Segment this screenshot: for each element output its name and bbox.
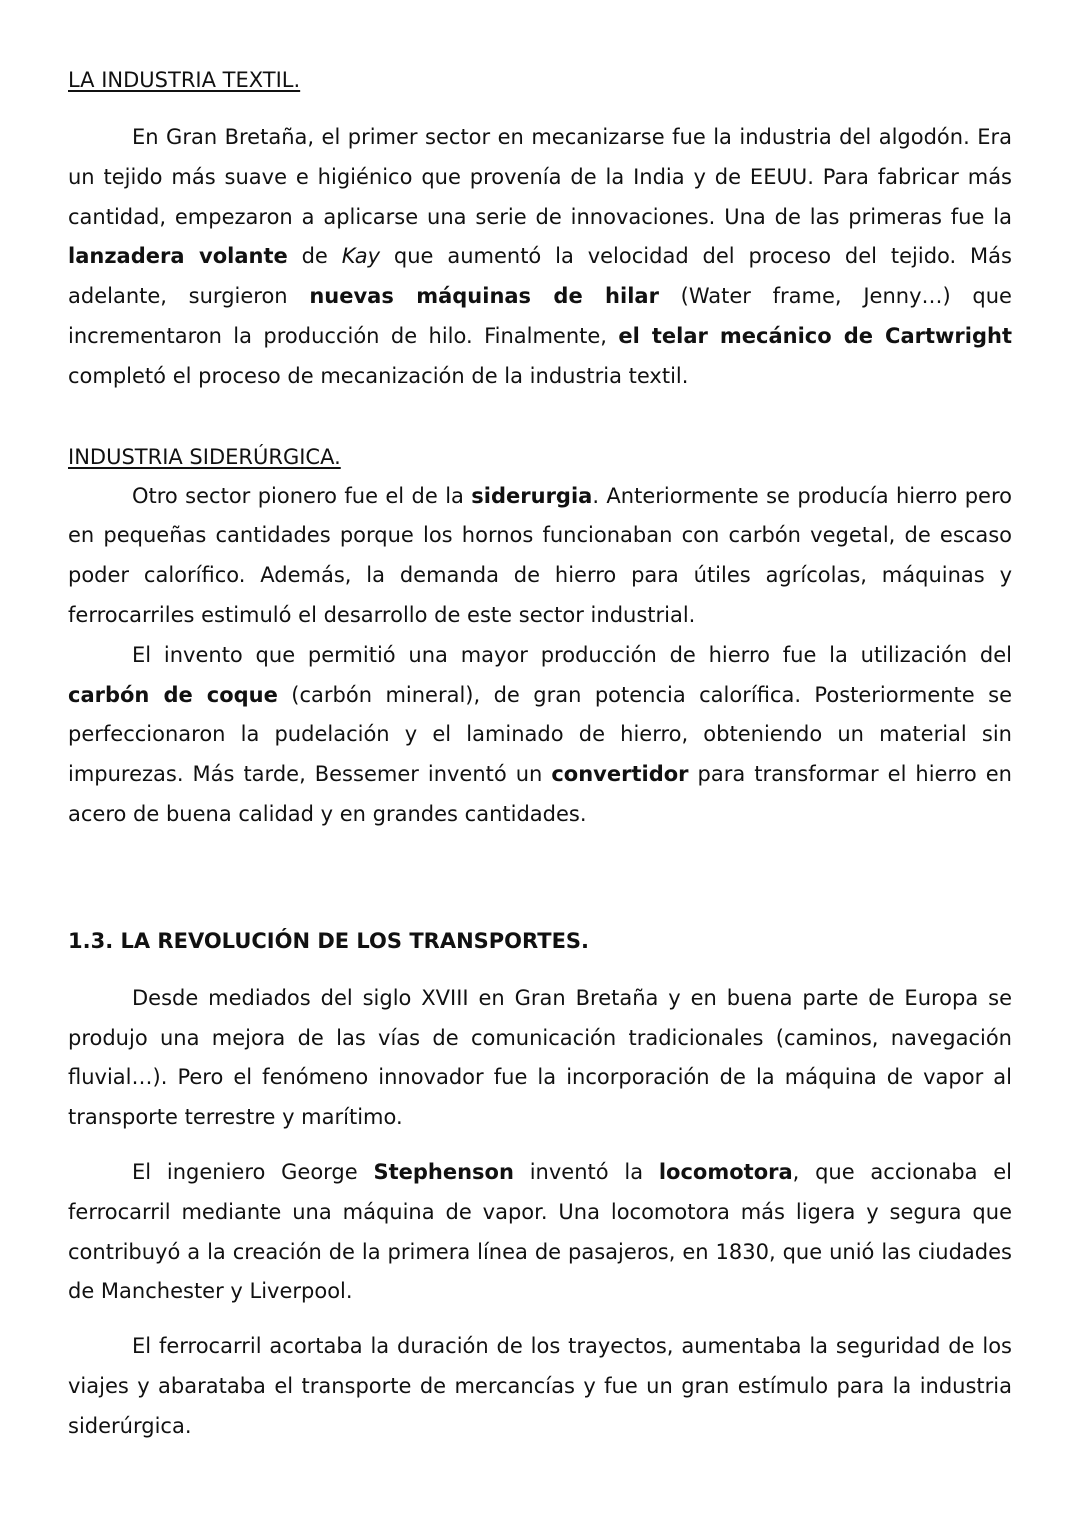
bold-term-lanzadera: lanzadera volante [68, 244, 288, 269]
text-run: completó el proceso de mecanización de la industria textil. [68, 363, 689, 388]
text-run: inventó la [513, 1159, 659, 1184]
text-run: Otro sector pionero fue el de la [132, 483, 472, 508]
spacer [68, 835, 1012, 921]
paragraph-transportes-3: El ferrocarril acortaba la duración de los trayectos, aumentaba la seguridad de los viajes y abarataba el transporte de mercancías y fue un gran estímulo para la industria siderúrgica. [68, 1334, 1012, 1438]
text-run: . Anteriormente se producía hierro pero en pequeñas cantidades porque los hornos funcionaban con carbón vegetal, de escaso poder calorífico. Además, la demanda de hierro para útiles agrícolas, máquinas y ferrocarriles estimuló el desarrollo de este sector industrial. [68, 483, 1012, 627]
text-run: que aumentó la velocidad del proceso del tejido. Más adelante, surgieron [68, 244, 1012, 309]
bold-term-siderurgia: siderurgia [471, 483, 593, 508]
bold-term-telar: el telar mecánico de Cartwright [618, 323, 1012, 348]
text-run: de [287, 244, 342, 269]
paragraph-siderurgica-1 [68, 477, 1012, 636]
spacer [68, 100, 1012, 118]
spacer [68, 1138, 1012, 1153]
italic-term-kay: Kay [341, 244, 381, 269]
text-run: para transformar el hierro en acero de buena calidad y en grandes cantidades. [68, 762, 1012, 826]
bold-term-stephenson: Stephenson [373, 1159, 514, 1184]
paragraph-textil [68, 118, 1012, 397]
heading-industria-siderurgica: INDUSTRIA SIDERÚRGICA. [68, 444, 341, 469]
bold-term-carbon-coque: carbón de coque [68, 682, 278, 707]
spacer [68, 397, 1012, 437]
spacer [68, 1312, 1012, 1327]
spacer [68, 961, 1012, 979]
bold-term-locomotora: locomotora [658, 1159, 793, 1184]
document-page [68, 60, 1012, 1447]
paragraph-siderurgica-2 [68, 636, 1012, 835]
text-run: , que accionaba el ferrocarril mediante una máquina de vapor. Una locomotora más ligera y segura que contribuyó a la creación de la primera línea de pasajeros, en 1830, que unió las ciudades de Manchester y Liverpool. [68, 1159, 1012, 1304]
text-run: En Gran Bretaña, el primer sector en mecanizarse fue la industria del algodón. Era un tejido más suave e higiénico que provenía de la India y de EEUU. Para fabricar más cantidad, empezaron a aplicarse una serie de innovaciones. Una de las primeras fue la [68, 125, 1012, 229]
bold-term-convertidor: convertidor [551, 762, 689, 787]
bold-term-maquinas-hilar: nuevas máquinas de hilar [309, 284, 659, 309]
heading-industria-textil: LA INDUSTRIA TEXTIL. [68, 68, 301, 92]
text-run: (Water frame, Jenny…) que incrementaron la producción de hilo. Finalmente, [68, 284, 1012, 348]
text-run: (carbón mineral), de gran potencia calorífica. Posteriormente se perfeccionaron la pudelación y el laminado de hierro, obteniendo un material sin impurezas. Más tarde, Bessemer inventó un [68, 682, 1012, 787]
paragraph-transportes-1: Desde mediados del siglo XVIII en Gran Bretaña y en buena parte de Europa se produjo una mejora de las vías de comunicación tradicionales (caminos, navegación fluvial…). Pero el fenómeno innovador fue la incorporación de la máquina de vapor al transporte terrestre y marítimo. [68, 985, 1012, 1130]
text-run: El invento que permitió una mayor producción de hierro fue la utilización del [132, 642, 1012, 667]
text-run: El ingeniero George [132, 1159, 374, 1184]
paragraph-transportes-2 [68, 1153, 1012, 1312]
section-title-transportes: 1.3. LA REVOLUCIÓN DE LOS TRANSPORTES. [68, 928, 590, 953]
